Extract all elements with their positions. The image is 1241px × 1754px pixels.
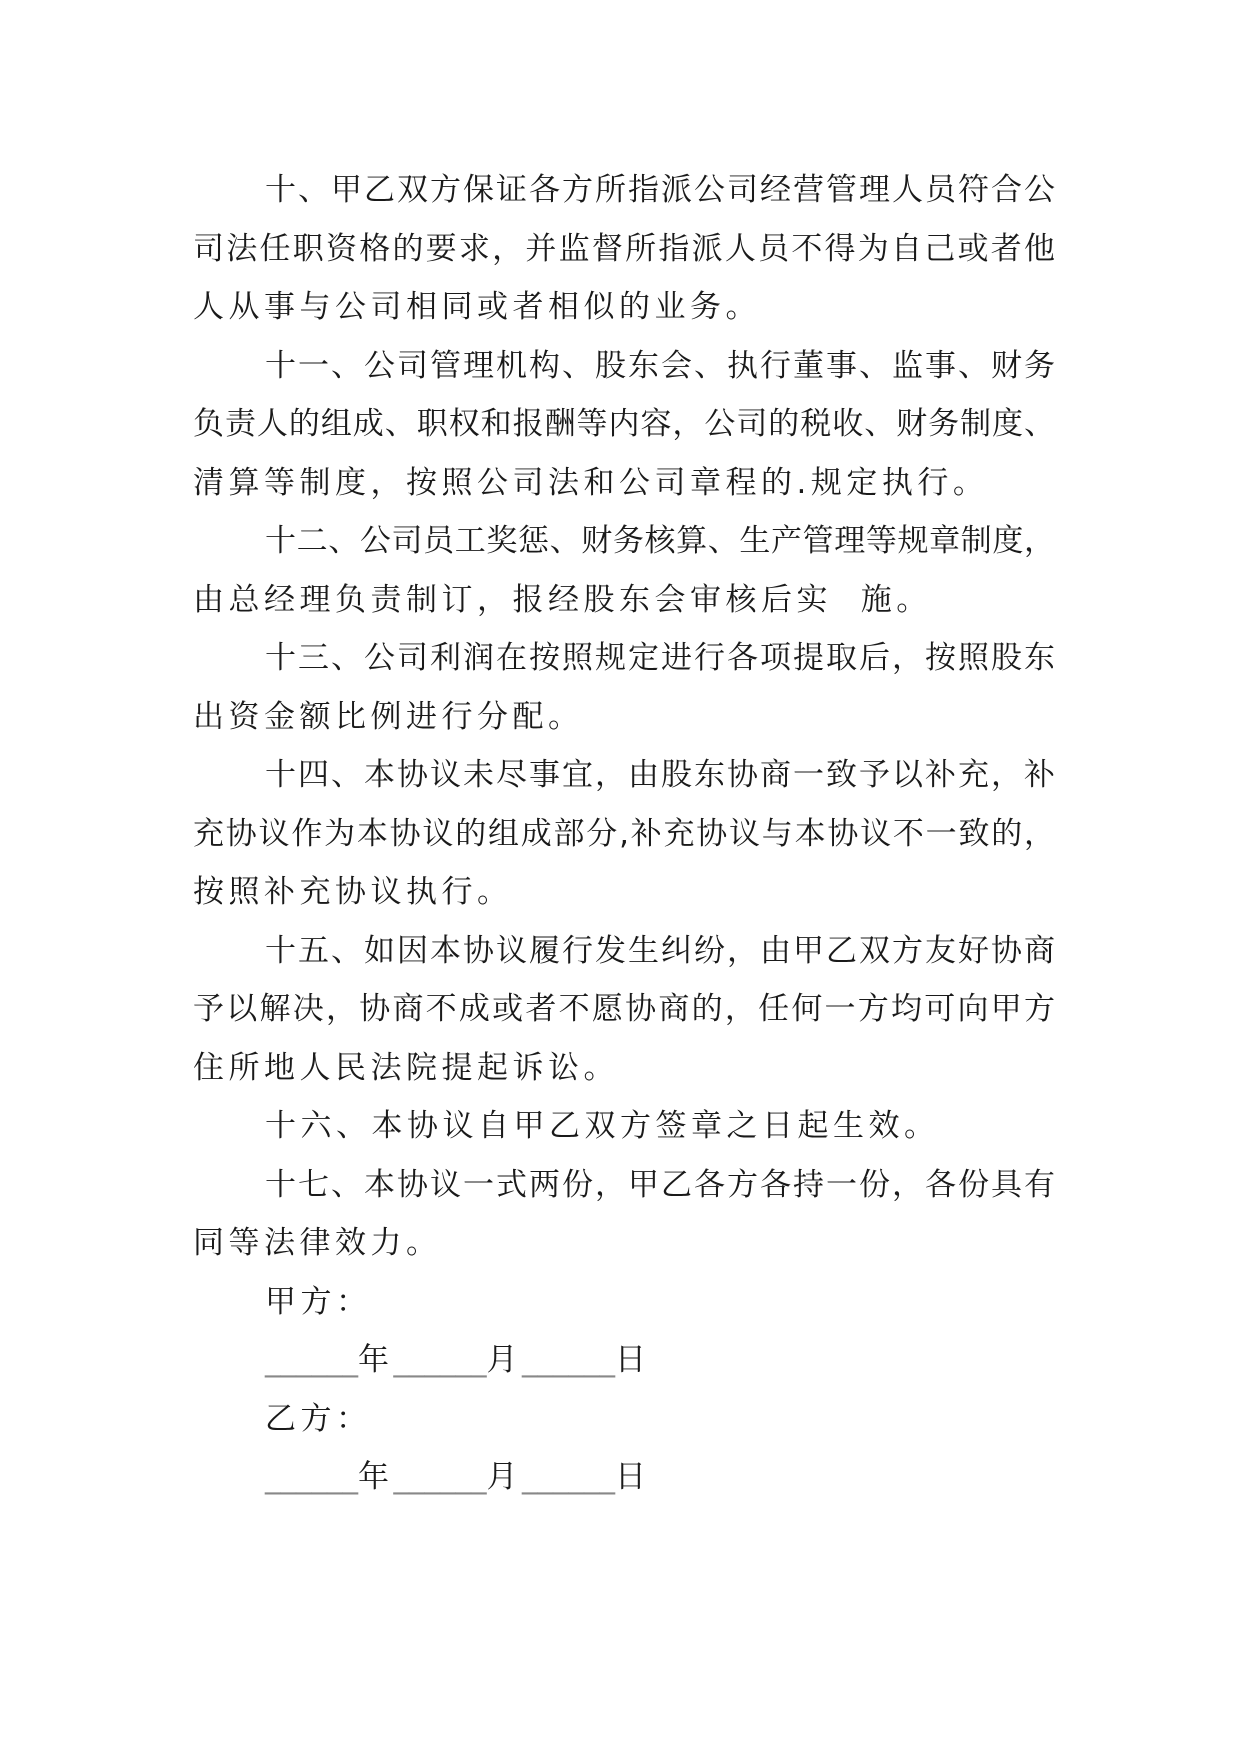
year-label: 年	[358, 1342, 394, 1378]
clause-paragraph	[193, 337, 1055, 513]
text-line: 负责人的组成、职权和报酬等内容，公司的税收、财务制度、	[193, 406, 1055, 442]
month-label: 月	[486, 1459, 522, 1495]
signature-block	[193, 1390, 1055, 1507]
year-blank[interactable]: ______	[265, 1459, 358, 1495]
clause-paragraph	[193, 512, 1055, 629]
party-label: 甲方：	[265, 1283, 372, 1320]
signature-block	[193, 1273, 1055, 1390]
text-line: 人从事与公司相同或者相似的业务。	[193, 289, 761, 325]
party-label: 乙方：	[265, 1400, 372, 1437]
text-line: 同等法律效力。	[193, 1225, 442, 1261]
text-line: 十六、本协议自甲乙双方签章之日起生效。	[265, 1108, 940, 1144]
clause-paragraph	[193, 922, 1055, 1098]
text-line: 司法任职资格的要求，并监督所指派人员不得为自己或者他	[193, 230, 1055, 267]
clause-paragraph	[193, 161, 1055, 337]
text-line: 由总经理负责制订，报经股东会审核后实 施。	[193, 581, 932, 618]
month-label: 月	[486, 1342, 522, 1378]
text-line: 按照补充协议执行。	[193, 874, 513, 910]
day-blank[interactable]: ______	[522, 1459, 615, 1495]
text-line: 清算等制度，按照公司法和公司章程的.规定执行。	[193, 464, 989, 501]
year-blank[interactable]: ______	[265, 1342, 358, 1378]
month-blank[interactable]: ______	[393, 1459, 487, 1495]
text-line: 充协议作为本协议的组成部分,补充协议与本协议不一致的，	[193, 815, 1055, 852]
day-blank[interactable]: ______	[522, 1342, 615, 1378]
text-line: 出资金额比例进行分配。	[193, 698, 584, 735]
year-label: 年	[358, 1459, 394, 1495]
text-line: 予以解决，协商不成或者不愿协商的，任何一方均可向甲方	[193, 991, 1055, 1027]
text-line: 十二、公司员工奖惩、财务核算、生产管理等规章制度，	[265, 523, 1055, 559]
clause-paragraph	[193, 746, 1055, 922]
text-line: 住所地人民法院提起诉讼。	[193, 1049, 619, 1086]
document-body	[193, 161, 1055, 1507]
date-line	[193, 1331, 1055, 1390]
day-label: 日	[615, 1459, 651, 1495]
day-label: 日	[615, 1342, 651, 1378]
clause-paragraph	[193, 629, 1055, 746]
text-line: 十七、本协议一式两份，甲乙各方各持一份，各份具有	[265, 1166, 1055, 1203]
text-line: 十三、公司利润在按照规定进行各项提取后，按照股东	[265, 640, 1055, 676]
clause-paragraph	[193, 1156, 1055, 1273]
text-line: 十五、如因本协议履行发生纠纷，由甲乙双方友好协商	[265, 932, 1055, 969]
date-line	[193, 1448, 1055, 1507]
clause-paragraph	[193, 1097, 1055, 1156]
month-blank[interactable]: ______	[393, 1342, 487, 1378]
text-line: 十、甲乙双方保证各方所指派公司经营管理人员符合公	[265, 172, 1055, 208]
text-line: 十一、公司管理机构、股东会、执行董事、监事、财务	[265, 347, 1055, 384]
text-line: 十四、本协议未尽事宜，由股东协商一致予以补充，补	[265, 757, 1055, 793]
